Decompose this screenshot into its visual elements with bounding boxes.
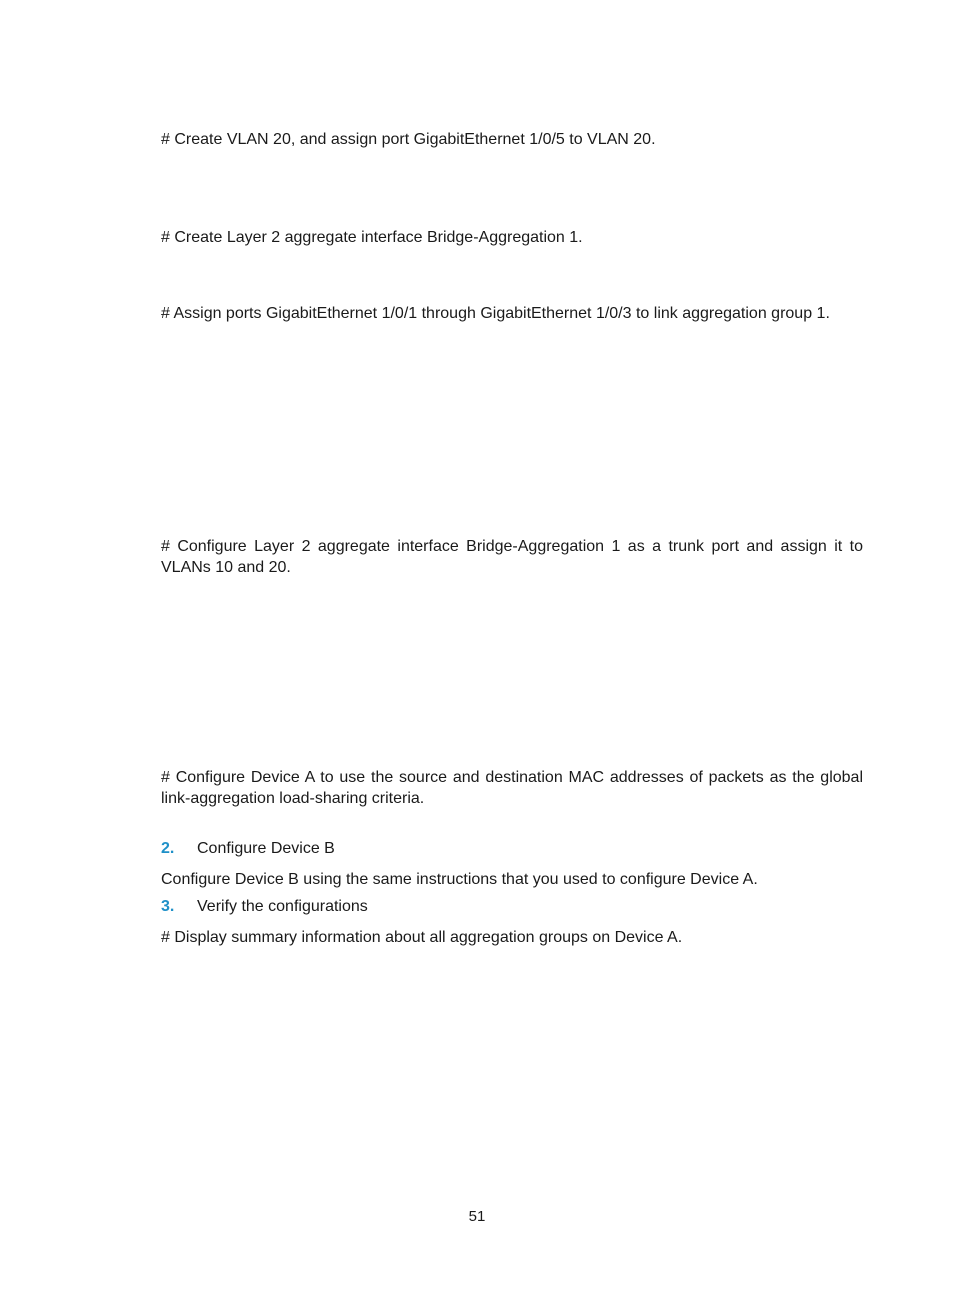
instruction-assign-ports: # Assign ports GigabitEthernet 1/0/1 through GigabitEthernet 1/0/3 to link aggregation group 1.: [161, 305, 830, 322]
instruction-create-vlan: # Create VLAN 20, and assign port GigabitEthernet 1/0/5 to VLAN 20.: [161, 131, 656, 148]
step-configure-device-b: [161, 838, 335, 859]
step-number: 2.: [161, 840, 175, 857]
step-label: Configure Device B: [197, 840, 335, 857]
instruction-create-aggregate-interface: # Create Layer 2 aggregate interface Bridge-Aggregation 1.: [161, 229, 583, 246]
step-verify-configurations: [161, 896, 368, 917]
instruction-display-summary: # Display summary information about all aggregation groups on Device A.: [161, 929, 683, 946]
instruction-configure-trunk: # Configure Layer 2 aggregate interface Bridge-Aggregation 1 as a trunk port and assign it to VLANs 10 and 20.: [161, 538, 863, 576]
page-number: 51: [468, 1208, 486, 1225]
instruction-device-b: Configure Device B using the same instructions that you used to configure Device A.: [161, 871, 758, 888]
step-number: 3.: [161, 898, 175, 915]
instruction-load-sharing: # Configure Device A to use the source and destination MAC addresses of packets as the global link-aggregation load-sharing criteria.: [161, 769, 863, 807]
step-label: Verify the configurations: [197, 898, 368, 915]
